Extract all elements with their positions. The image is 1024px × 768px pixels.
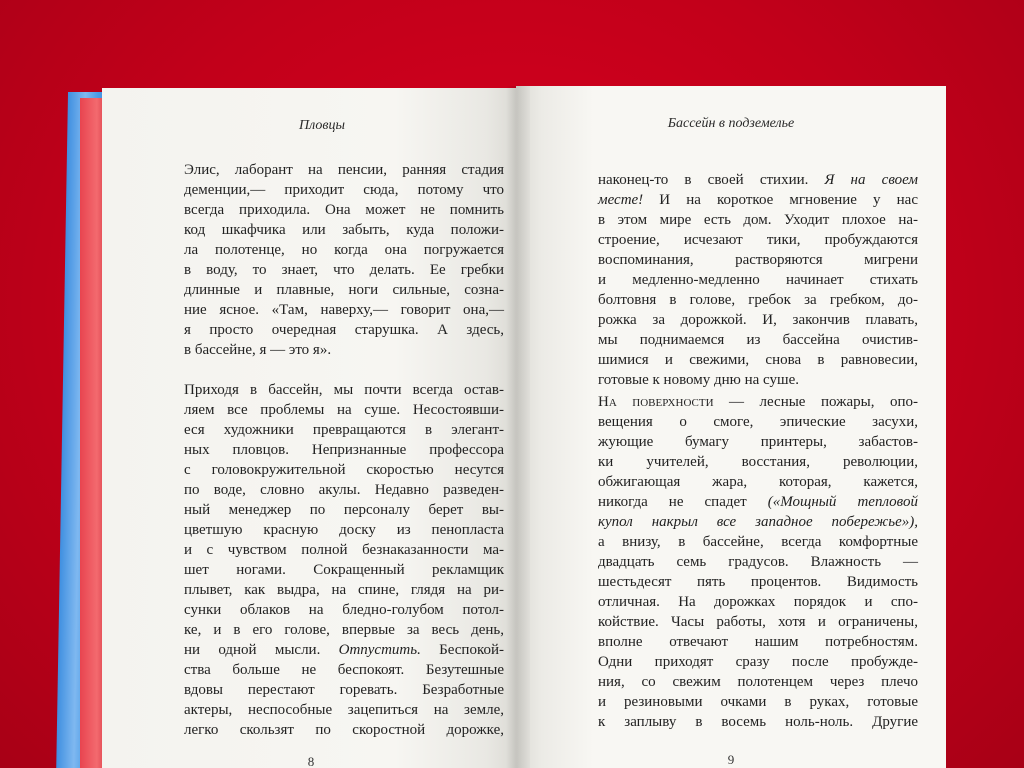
text-line: никогда не спадет («Мощный тепловой <box>598 494 918 510</box>
text-line: строение, исчезают тики, пробуждаются <box>598 232 918 248</box>
text-line: На поверхности — лесные пожары, опо- <box>598 394 918 410</box>
text-line: сунки облаков на бледно-голубом потол- <box>184 602 504 618</box>
text-line: ни одной мысли. Отпустить. Беспокой- <box>184 642 504 658</box>
text-line: ства больше не беспокоят. Безутешные <box>184 662 504 678</box>
text-line: вполне отвечают нашим потребностям. <box>598 634 918 650</box>
text-line: обжигающая жара, которая, кажется, <box>598 474 918 490</box>
text-line: ных пловцов. Непризнанные профессора <box>184 442 504 458</box>
text-line: воспоминания, растворяются мигрени <box>598 252 918 268</box>
text-line: болтовня в голове, гребок за гребком, до- <box>598 292 918 308</box>
right-paragraph-2 <box>598 392 918 732</box>
text-line: месте! И на короткое мгновение у нас <box>598 192 918 208</box>
text-line: койствие. Часы работы, хотя и ограничены, <box>598 614 918 630</box>
text-line: я просто очередная старушка. А здесь, <box>184 322 504 338</box>
text-line: к заплыву в восемь ноль-ноль. Другие <box>598 714 918 730</box>
text-line: в воду, то знает, что делать. Ее гребки <box>184 262 504 278</box>
text-line: а внизу, в бассейне, всегда комфортные <box>598 534 918 550</box>
text-line: Одни приходят сразу после пробужде- <box>598 654 918 670</box>
left-running-head: Пловцы <box>299 118 345 133</box>
text-line: еся художники превращаются в элегант- <box>184 422 504 438</box>
text-line: ние ясное. «Там, наверху,— говорит она,— <box>184 302 504 318</box>
text-line: всегда приходила. Она может не помнить <box>184 202 504 218</box>
text-line: ный менеджер по персоналу берет вы- <box>184 502 504 518</box>
text-line: рожка за дорожкой. И, закончив плавать, <box>598 312 918 328</box>
text-line: шимися и свежими, снова в равновесии, <box>598 352 918 368</box>
text-line: ла полотенце, но когда она погружается <box>184 242 504 258</box>
text-line: ляем все проблемы на суше. Несостоявши- <box>184 402 504 418</box>
left-page-number: 8 <box>307 754 315 768</box>
left-paragraph-2 <box>184 380 504 740</box>
text-line: в этом мире есть дом. Уходит плохое на- <box>598 212 918 228</box>
text-line: наконец-то в своей стихии. Я на своем <box>598 172 918 188</box>
text-line: ке, и в его голове, впервые за весь день, <box>184 622 504 638</box>
text-line: Приходя в бассейн, мы почти всегда остав- <box>184 382 504 398</box>
text-line: готовые к новому дню на суше. <box>598 372 799 388</box>
text-line: цветшую красную доску из пенопласта <box>184 522 504 538</box>
text-line: ки учителей, восстания, революции, <box>598 454 918 470</box>
text-line: и резиновыми очками в руках, готовые <box>598 694 918 710</box>
text-line: вдовы перестают горевать. Безработные <box>184 682 504 698</box>
left-page <box>102 88 520 768</box>
text-line: шет ногами. Сокращенный рекламщик <box>184 562 504 578</box>
text-line: легко скользят по скоростной дорожке, <box>184 722 504 738</box>
text-line: с головокружительной скоростью несутся <box>184 462 504 478</box>
left-paragraph-1 <box>184 160 504 360</box>
text-line: и медленно-медленно начинает стихать <box>598 272 918 288</box>
text-line: плывет, как выдра, на спине, глядя на ри- <box>184 582 504 598</box>
text-line: шестьдесят пять процентов. Видимость <box>598 574 918 590</box>
right-page-number: 9 <box>727 752 735 767</box>
text-line: код шкафчика или забыть, куда положи- <box>184 222 504 238</box>
right-running-head: Бассейн в подземелье <box>667 116 795 131</box>
text-line: деменции,— приходит сюда, потому что <box>184 182 504 198</box>
text-line: ния, со свежим полотенцем через плечо <box>598 674 918 690</box>
text-line: длинные и плавные, ноги сильные, созна- <box>184 282 504 298</box>
text-line: актеры, неспособные зацепиться на земле, <box>184 702 504 718</box>
text-line: мы поднимаемся из бассейна очистив- <box>598 332 918 348</box>
text-line: и с чувством полной безнаказанности ма- <box>184 542 504 558</box>
text-line: в бассейне, я — это я». <box>184 342 332 358</box>
right-paragraph-1 <box>598 170 918 390</box>
text-line: купол накрыл все западное побережье»), <box>598 514 918 530</box>
text-line: по воде, словно акулы. Недавно разведен- <box>184 482 504 498</box>
text-line: отличная. На дорожках порядок и спо- <box>598 594 918 610</box>
text-line: двадцать семь градусов. Влажность — <box>598 554 918 570</box>
right-page <box>516 86 946 768</box>
text-line: вещения о смоге, эпические засухи, <box>598 414 918 430</box>
text-line: Элис, лаборант на пенсии, ранняя стадия <box>184 162 504 178</box>
text-line: жующие бумагу принтеры, забастов- <box>598 434 918 450</box>
